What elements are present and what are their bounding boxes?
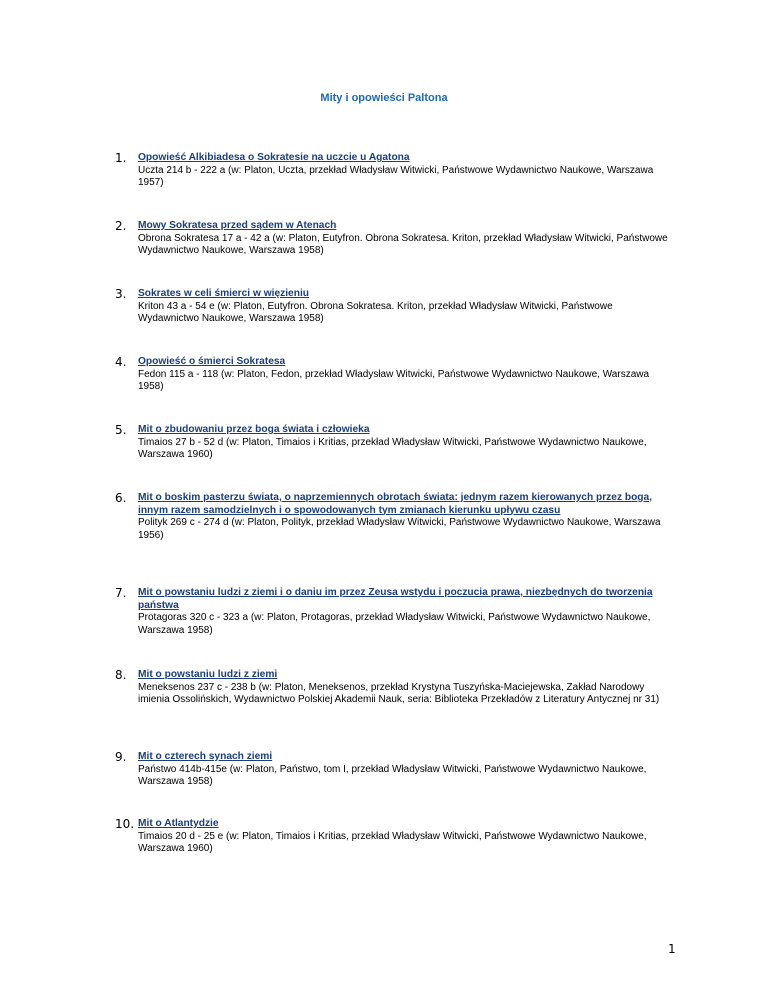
entry-number: 8. bbox=[115, 668, 127, 682]
entry-link[interactable]: Mit o powstaniu ludzi z ziemi bbox=[138, 669, 278, 680]
entry-number: 2. bbox=[115, 219, 127, 233]
entry-link[interactable]: Opowieść o śmierci Sokratesa bbox=[138, 356, 286, 367]
entry-link[interactable]: Mit o Atlantydzie bbox=[138, 818, 219, 829]
entry-description: Protagoras 320 c - 323 a (w: Platon, Protagoras, przekład Władysław Witwicki, Państwowe Wydawnictwo Naukowe, Warszawa 1958) bbox=[138, 612, 651, 636]
list-item bbox=[115, 669, 675, 707]
entry-number: 1. bbox=[115, 151, 127, 165]
entry-description: Fedon 115 a - 118 (w: Platon, Fedon, przekład Władysław Witwicki, Państwowe Wydawnictwo Naukowe, Warszawa 1958) bbox=[138, 368, 650, 392]
list-item bbox=[115, 152, 675, 190]
entry-link[interactable]: Mit o boskim pasterzu świata, o naprzemiennych obrotach świata: jednym razem kierowanych przez boga, innym razem samodzielnych i o spowodowanych tym zmianach kierunku upływu czasu bbox=[138, 492, 653, 516]
entry-number: 9. bbox=[115, 750, 127, 764]
list-item bbox=[115, 751, 675, 789]
list-item bbox=[115, 424, 675, 462]
entry-link[interactable]: Opowieść Alkibiadesa o Sokratesie na uczcie u Agatona bbox=[138, 152, 410, 163]
entry-link[interactable]: Mit o powstaniu ludzi z ziemi i o daniu im przez Zeusa wstydu i poczucia prawa, niezbędnych do tworzenia państwa bbox=[138, 587, 653, 611]
entry-number: 6. bbox=[115, 491, 127, 505]
list-item bbox=[115, 220, 675, 258]
entry-description: Uczta 214 b - 222 a (w: Platon, Uczta, przekład Władysław Witwicki, Państwowe Wydawnictwo Naukowe, Warszawa 1957) bbox=[138, 164, 654, 188]
entry-link[interactable]: Sokrates w celi śmierci w więzieniu bbox=[138, 288, 309, 299]
list-item bbox=[115, 818, 675, 856]
entry-number: 5. bbox=[115, 423, 127, 437]
entry-description: Meneksenos 237 c - 238 b (w: Platon, Meneksenos, przekład Krystyna Tuszyńska-Maciejewska, Zakład Narodowy imienia Ossolińskich, Wydawnictwo Polskiej Akademii Nauk, seria: Biblioteka Przekładów z Literatury Antycznej nr 31) bbox=[138, 681, 660, 705]
list-item bbox=[115, 356, 675, 394]
entry-link[interactable]: Mit o zbudowaniu przez boga świata i człowieka bbox=[138, 424, 370, 435]
entry-description: Polityk 269 c - 274 d (w: Platon, Polityk, przekład Władysław Witwicki, Państwowe Wydawnictwo Naukowe, Warszawa 1956) bbox=[138, 517, 661, 541]
entry-number: 3. bbox=[115, 287, 127, 301]
entry-link[interactable]: Mit o czterech synach ziemi bbox=[138, 751, 273, 762]
page-title: Mity i opowieści Paltona bbox=[320, 92, 448, 104]
page-number: 1 bbox=[668, 942, 676, 956]
entry-number: 10. bbox=[115, 817, 135, 831]
entry-number: 7. bbox=[115, 586, 127, 600]
list-item bbox=[115, 288, 675, 326]
entry-description: Timaios 20 d - 25 e (w: Platon, Timaios i Kritias, przekład Władysław Witwicki, Państwowe Wydawnictwo Naukowe, Warszawa 1960) bbox=[138, 830, 647, 854]
entry-link[interactable]: Mowy Sokratesa przed sądem w Atenach bbox=[138, 220, 337, 231]
entry-description: Obrona Sokratesa 17 a - 42 a (w: Platon, Eutyfron. Obrona Sokratesa. Kriton, przekład Władysław Witwicki, Państwowe Wydawnictwo Naukowe, Warszawa 1958) bbox=[138, 232, 668, 256]
list-item bbox=[115, 587, 675, 637]
entry-description: Państwo 414b-415e (w: Platon, Państwo, tom I, przekład Władysław Witwicki, Państwowe Wydawnictwo Naukowe, Warszawa 1958) bbox=[138, 763, 647, 787]
entry-description: Kriton 43 a - 54 e (w: Platon, Eutyfron. Obrona Sokratesa. Kriton, przekład Władysław Witwicki, Państwowe Wydawnictwo Naukowe, Warszawa 1958) bbox=[138, 300, 613, 324]
entry-number: 4. bbox=[115, 355, 127, 369]
entry-description: Timaios 27 b - 52 d (w: Platon, Timaios i Kritias, przekład Władysław Witwicki, Państwowe Wydawnictwo Naukowe, Warszawa 1960) bbox=[138, 436, 647, 460]
list-item bbox=[115, 492, 675, 542]
